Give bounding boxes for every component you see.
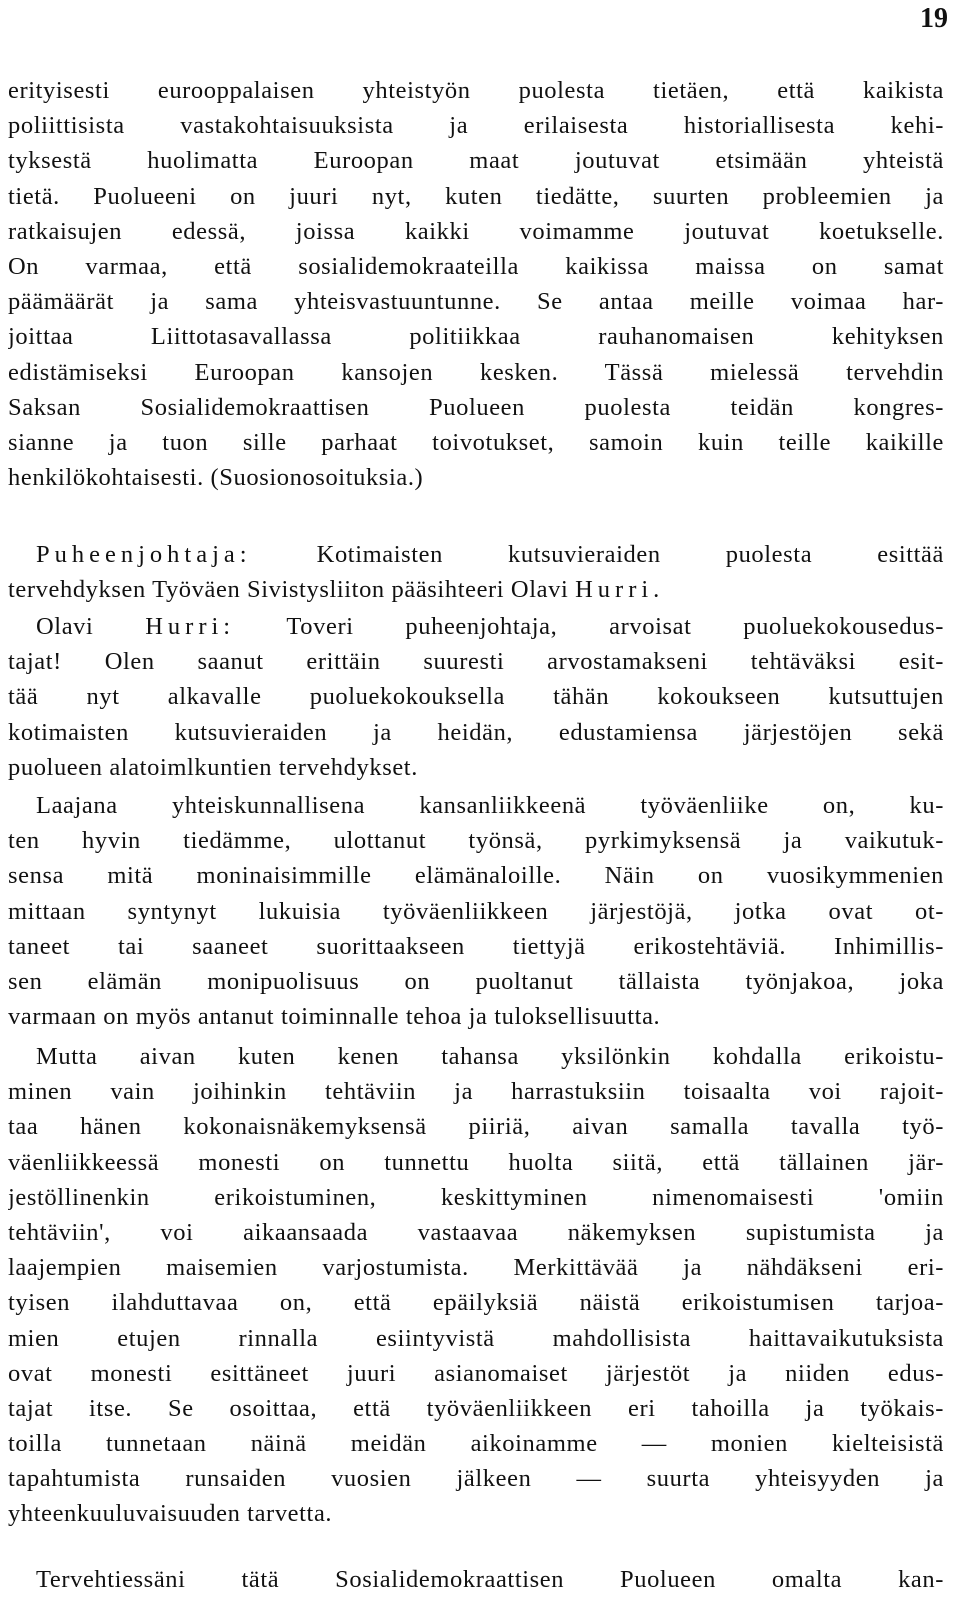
text-segment: . — [653, 576, 660, 604]
speaker-name: Hurri — [575, 576, 654, 604]
text-line: sianne ja tuon sille parhaat toivotukset, samoin kuin teille kaikille — [8, 428, 944, 456]
text-line: tietä. Puolueeni on juuri nyt, kuten tiedätte, suurten probleemien ja — [8, 182, 944, 210]
text-line: päämäärät ja sama yhteisvastuuntunne. Se antaa meille voimaa har- — [8, 288, 944, 316]
text-segment: Kotimaisten kutsuvieraiden puolesta esittää — [251, 541, 944, 568]
speaker-last-name: Hurri: — [145, 613, 236, 640]
text-line: Laajana yhteiskunnallisena kansanliikkeenä työväenliike on, ku- — [36, 792, 944, 819]
text-line: joittaa Liittotasavallassa politiikkaa rauhanomaisen kehityksen — [8, 323, 944, 351]
text-segment: Toveri puheenjohtaja, arvoisat puoluekokousedus- — [235, 613, 944, 640]
text-line: sen elämän monipuolisuus on puoltanut tällaista työnjakoa, joka — [8, 967, 944, 995]
text-line: sensa mitä moninaisimmille elämänaloille. Näin on vuosikymmenien — [8, 862, 944, 890]
text-line: puolueen alatoimlkuntien tervehdykset. — [8, 753, 418, 781]
text-line — [8, 537, 944, 572]
text-line: tajat itse. Se osoittaa, että työväenliikkeen eri tahoilla ja työkais- — [8, 1394, 944, 1422]
text-line: tapahtumista runsaiden vuosien jälkeen — suurta yhteisyyden ja — [8, 1465, 944, 1493]
text-line: yhteenkuuluvaisuuden tarvetta. — [8, 1500, 333, 1528]
text-line: mittaan syntynyt lukuisia työväenliikkeen järjestöjä, jotka ovat ot- — [8, 897, 944, 925]
text-line: tää nyt alkavalle puoluekokouksella tähän kokoukseen kutsuttujen — [8, 683, 944, 711]
text-segment: tervehdyksen Työväen Sivistysliiton pääsihteeri Olavi — [8, 576, 576, 604]
text-line: Tervehtiessäni tätä Sosialidemokraattisen Puolueen omalta kan- — [36, 1566, 944, 1593]
page-number: 19 — [920, 3, 948, 34]
speaker-first-name: Olavi — [36, 613, 146, 640]
paragraph-4 — [8, 788, 944, 1034]
text-line: taneet tai saaneet suorittaakseen tiettyjä erikostehtäviä. Inhimillis- — [8, 932, 944, 960]
text-line — [8, 609, 944, 644]
text-line: varmaan on myös antanut toiminnalle tehoa ja tuloksellisuutta. — [8, 1003, 661, 1031]
text-line: taa hänen kokonaisnäkemyksensä piiriä, aivan samalla tavalla työ- — [8, 1113, 944, 1141]
paragraph-1 — [8, 73, 944, 495]
text-line: ten hyvin tiedämme, ulottanut työnsä, pyrkimyksensä ja vaikutuk- — [8, 827, 944, 855]
text-line: kotimaisten kutsuvieraiden ja heidän, edustamiensa järjestöjen sekä — [8, 718, 944, 746]
text-line: ovat monesti esittäneet juuri asianomaiset järjestöt ja niiden edus- — [8, 1359, 944, 1387]
text-line: laajempien maisemien varjostumista. Merkittävää ja nähdäkseni eri- — [8, 1254, 944, 1282]
text-line: jestöllinenkin erikoistuminen, keskittyminen nimenomaisesti 'omiin — [8, 1183, 944, 1211]
text-line: ratkaisujen edessä, joissa kaikki voimamme joutuvat koetukselle. — [8, 217, 944, 245]
text-line — [8, 572, 944, 607]
text-line: mien etujen rinnalla esiintyvistä mahdollisista haittavaikutuksista — [8, 1324, 944, 1352]
text-line: Mutta aivan kuten kenen tahansa yksilönkin kohdalla erikoistu- — [36, 1043, 944, 1070]
text-line: tyisen ilahduttavaa on, että epäilyksiä näistä erikoistumisen tarjoa- — [8, 1289, 944, 1317]
text-line: erityisesti eurooppalaisen yhteistyön puolesta tietäen, että kaikista — [8, 77, 944, 104]
paragraph-speaker-hurri — [8, 609, 944, 785]
speaker-label: Puheenjohtaja: — [36, 541, 252, 568]
text-line: Saksan Sosialidemokraattisen Puolueen puolesta teidän kongres- — [8, 393, 944, 421]
text-line: tajat! Olen saanut erittäin suuresti arvostamakseni tehtäväksi esit- — [8, 648, 944, 676]
text-line: On varmaa, että sosialidemokraateilla kaikissa maissa on samat — [8, 252, 944, 280]
text-line: toilla tunnetaan näinä meidän aikoinamme — monien kielteisistä — [8, 1430, 944, 1458]
text-line: tehtäviin', voi aikaansaada vastaavaa näkemyksen supistumista ja — [8, 1218, 944, 1246]
text-line: minen vain joihinkin tehtäviin ja harrastuksiin toisaalta voi rajoit- — [8, 1078, 944, 1106]
paragraph-6 — [8, 1562, 944, 1597]
text-line: väenliikkeessä monesti on tunnettu huolta siitä, että tällainen jär- — [8, 1148, 944, 1176]
paragraph-chairman — [8, 537, 944, 607]
text-line: henkilökohtaisesti. (Suosionosoituksia.) — [8, 464, 424, 492]
paragraph-5 — [8, 1039, 944, 1532]
text-line: tyksestä huolimatta Euroopan maat joutuvat etsimään yhteistä — [8, 147, 944, 175]
text-line: edistämiseksi Euroopan kansojen kesken. Tässä mielessä tervehdin — [8, 358, 944, 386]
text-line: poliittisista vastakohtaisuuksista ja erilaisesta historiallisesta kehi- — [8, 112, 944, 140]
